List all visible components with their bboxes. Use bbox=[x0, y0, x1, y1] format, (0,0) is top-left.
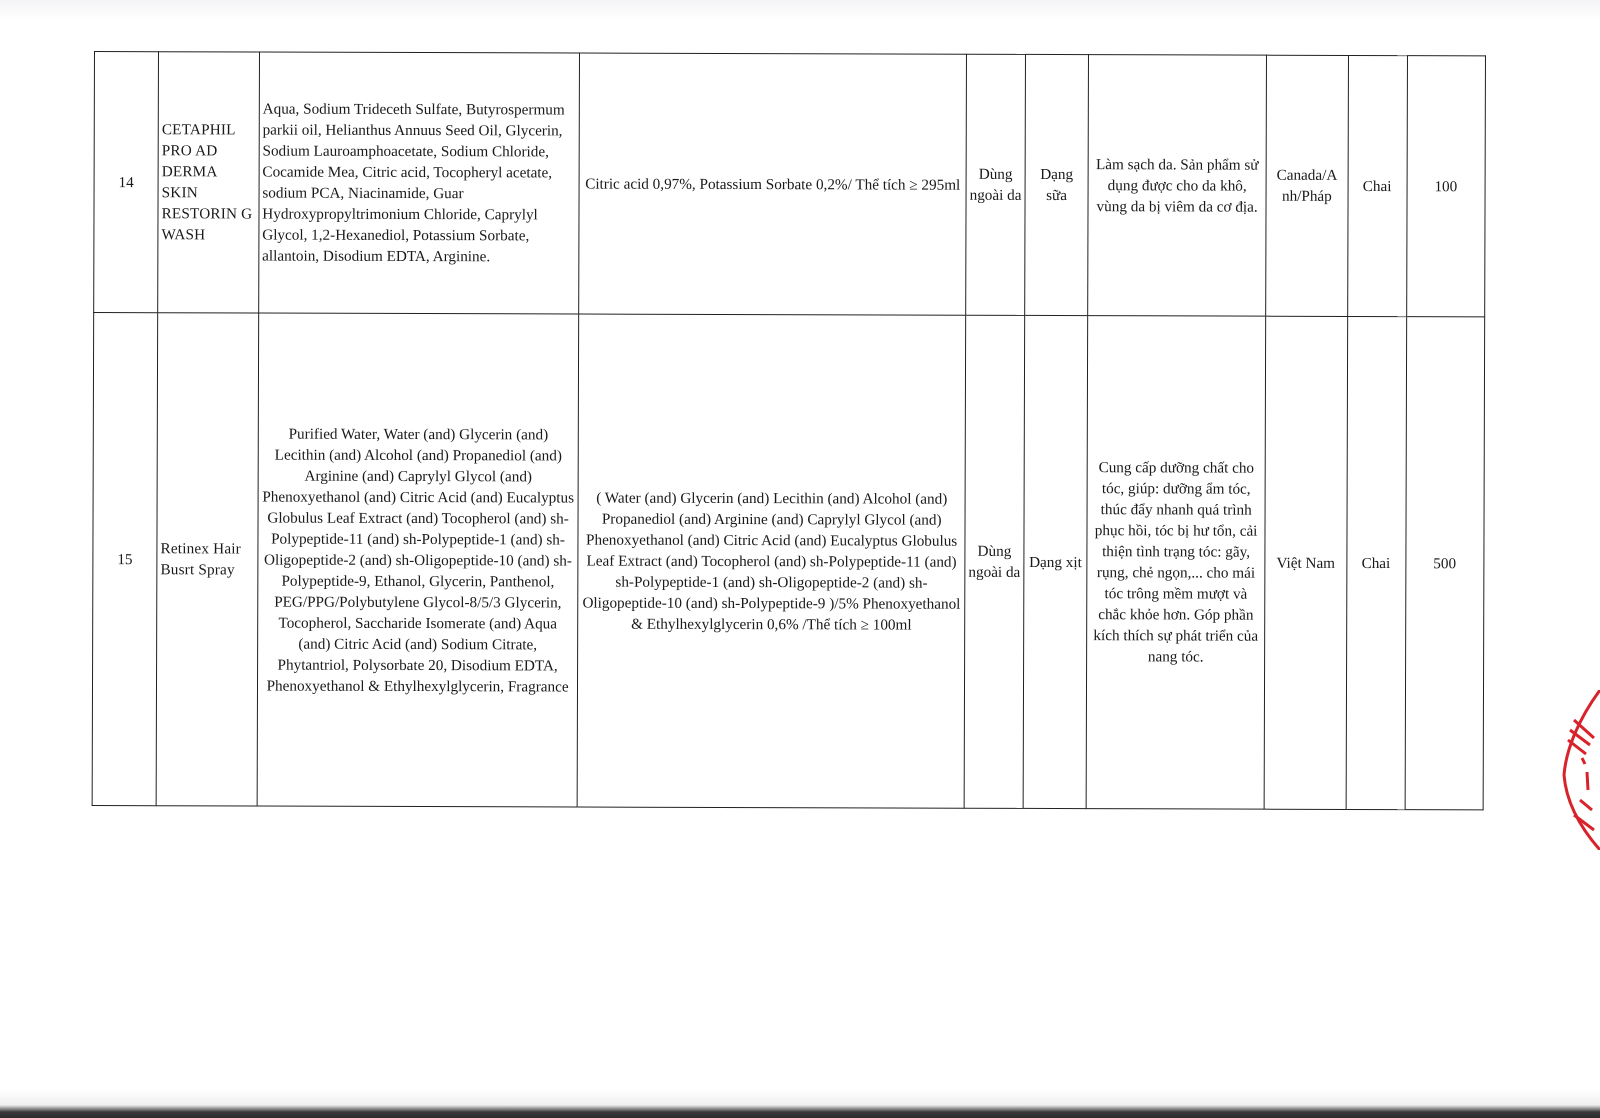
table-row bbox=[94, 52, 1486, 317]
cell-usage: Dùng ngoài da bbox=[964, 315, 1025, 808]
cell-form: Dạng xịt bbox=[1023, 315, 1088, 808]
cell-unit: Chai bbox=[1346, 316, 1407, 809]
cell-origin: Việt Nam bbox=[1264, 316, 1347, 809]
table-row bbox=[92, 313, 1485, 810]
cell-ingredients: Purified Water, Water (and) Glycerin (and) Lecithin (and) Alcohol (and) Propanediol (and) Arginine (and) Caprylyl Glycol (and) Phenoxyethanol (and) Citric Acid (and) Eucalyptus Globulus Leaf Extract (and) Tocopherol (and) sh-Polypeptide-11 (and) sh-Polypeptide-1 (and) sh-Oligopeptide-2 (and) sh-Oligopeptide-10 (and) sh-Polypeptide-9, Ethanol, Glycerin, Panthenol, PEG/PPG/Polybutylene Glycol-8/5/3 Glycerin, Tocopherol, Saccharide Isomerate (and) Aqua (and) Citric Acid (and) Sodium Citrate, Phytantriol, Polysorbate 20, Disodium EDTA, Phenoxyethanol & Ethylhexylglycerin, Fragrance bbox=[257, 313, 579, 807]
cell-purpose: Cung cấp dưỡng chất cho tóc, giúp: dưỡng ẩm tóc, thúc đẩy nhanh quá trình phục hồi, tóc bị hư tổn, cải thiện tình trạng tóc: gãy, rụng, chẻ ngọn,... cho mái tóc trông mềm mượt và chắc khỏe hơn. Góp phần kích thích sự phát triển của nang tóc. bbox=[1086, 316, 1266, 810]
cell-product-name: Retinex Hair Busrt Spray bbox=[156, 313, 258, 806]
product-table bbox=[92, 51, 1486, 810]
cell-quantity: 500 bbox=[1405, 317, 1485, 810]
cell-concentration: Citric acid 0,97%, Potassium Sorbate 0,2%/ Thể tích ≥ 295ml bbox=[579, 53, 966, 315]
cell-product-name: CETAPHIL PRO AD DERMA SKIN RESTORIN G WASH bbox=[158, 52, 260, 313]
cell-purpose: Làm sạch da. Sản phẩm sử dụng được cho da khô, vùng da bị viêm da cơ địa. bbox=[1088, 55, 1267, 317]
cell-ingredients: Aqua, Sodium Trideceth Sulfate, Butyrospermum parkii oil, Helianthus Annuus Seed Oil, Glycerin, Sodium Lauroamphoacetate, Sodium Chloride, Cocamide Mea, Citric acid, Tocopheryl acetate, sodium PCA, Niacinamide, Guar Hydroxypropyltrimonium Chloride, Caprylyl Glycol, 1,2-Hexanediol, Potassium Sorbate, allantoin, Disodium EDTA, Arginine. bbox=[259, 52, 580, 314]
cell-unit: Chai bbox=[1347, 55, 1407, 316]
cell-usage: Dùng ngoài da bbox=[966, 54, 1026, 315]
cell-no: 15 bbox=[92, 313, 158, 806]
red-seal-fragment bbox=[1560, 690, 1600, 850]
cell-concentration: ( Water (and) Glycerin (and) Lecithin (and) Alcohol (and) Propanediol (and) Arginine (and) Caprylyl Glycol (and) Phenoxyethanol (and) Citric Acid (and) Eucalyptus Globulus Leaf Extract (and) Tocopherol (and) sh-Polypeptide-11 (and) sh-Polypeptide-1 (and) sh-Oligopeptide-2 (and) sh-Oligopeptide-10 (and) sh-Polypeptide-9 )/5% Phenoxyethanol & Ethylhexylglycerin 0,6% /Thể tích ≥ 100ml bbox=[577, 314, 965, 808]
cell-origin: Canada/A nh/Pháp bbox=[1266, 55, 1348, 316]
cell-no: 14 bbox=[94, 52, 159, 313]
cell-quantity: 100 bbox=[1406, 56, 1485, 317]
cell-form: Dạng sữa bbox=[1025, 54, 1089, 315]
